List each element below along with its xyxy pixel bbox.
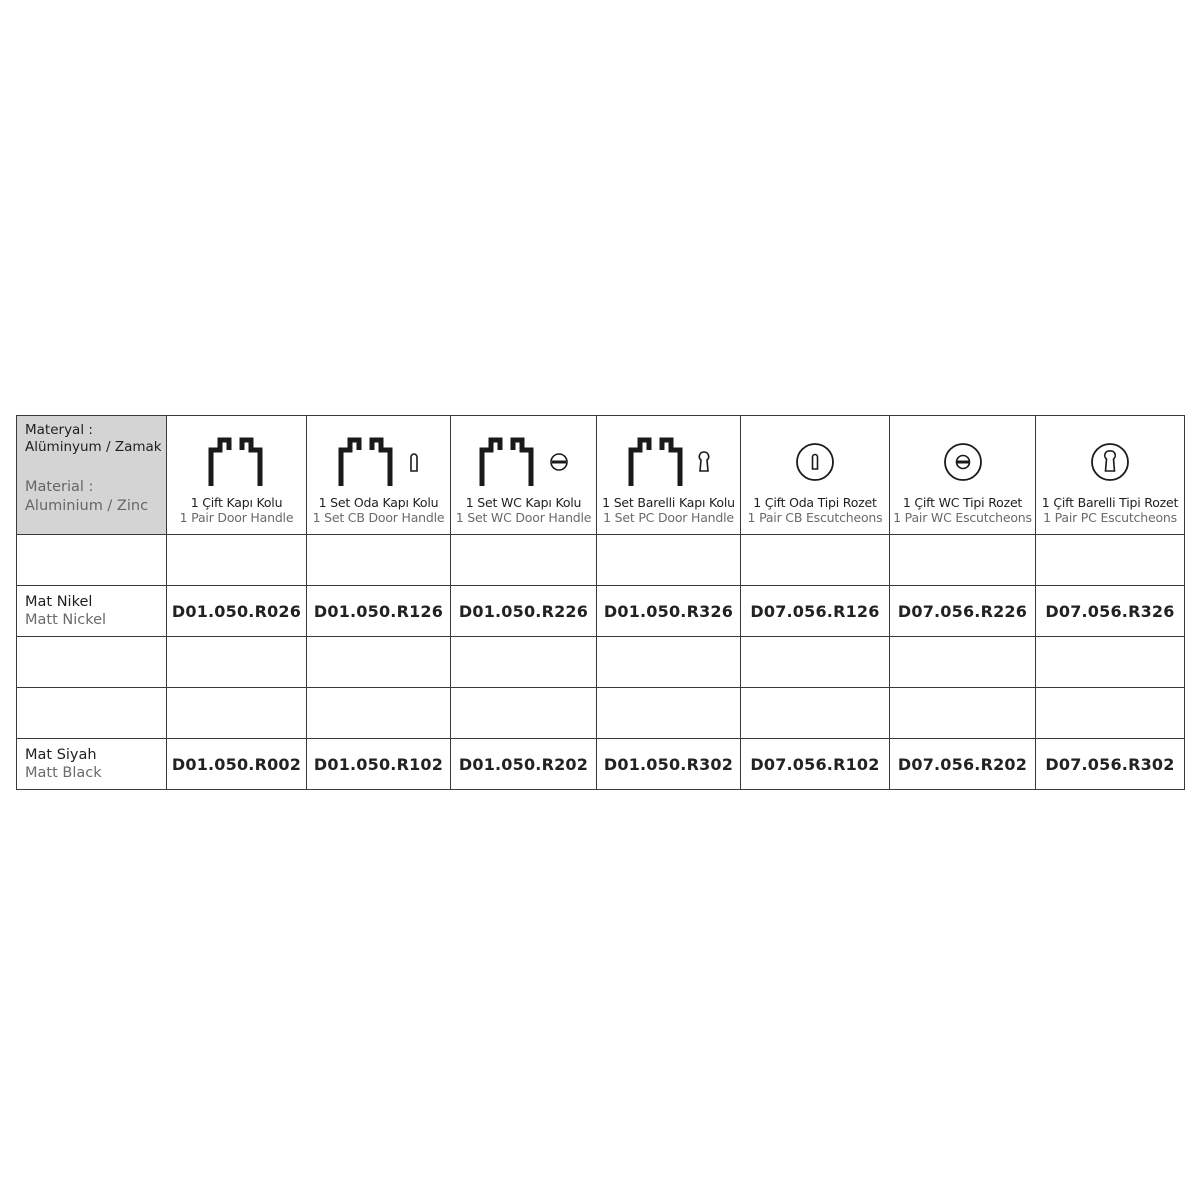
code-cell — [890, 637, 1036, 688]
cylinder-keyhole-icon — [697, 450, 711, 474]
product-code: D01.050.R126 — [307, 586, 451, 637]
product-code: D07.056.R326 — [1036, 586, 1185, 637]
code-cell — [307, 688, 451, 739]
product-title-en: 1 Set WC Door Handle — [455, 509, 592, 525]
product-code: D01.050.R202 — [451, 739, 597, 790]
product-title-en: 1 Set PC Door Handle — [603, 509, 734, 525]
product-header-1 — [307, 416, 451, 535]
table-row-empty-2 — [17, 637, 1185, 688]
door-handle-pc-icon — [627, 436, 687, 488]
product-code: D01.050.R326 — [597, 586, 741, 637]
product-title-tr: 1 Set Barelli Kapı Kolu — [602, 494, 735, 510]
material-tr-label: Materyal : — [25, 422, 93, 438]
product-code: D01.050.R026 — [167, 586, 307, 637]
escutcheon-pc-icon — [1090, 442, 1130, 482]
code-cell — [597, 637, 741, 688]
door-handle-wc-icon — [478, 436, 538, 488]
product-header-6 — [1036, 416, 1185, 535]
table-row-matt-nickel — [17, 586, 1185, 637]
material-header — [17, 416, 167, 535]
finish-en: Matt Nickel — [25, 611, 107, 628]
table-row-empty-3 — [17, 688, 1185, 739]
product-header-0 — [167, 416, 307, 535]
finish-cell — [17, 739, 167, 790]
escutcheon-cb-icon — [795, 442, 835, 482]
product-code: D07.056.R102 — [741, 739, 890, 790]
product-code: D01.050.R226 — [451, 586, 597, 637]
wc-turn-icon — [548, 451, 570, 473]
product-header-2 — [451, 416, 597, 535]
product-code: D07.056.R126 — [741, 586, 890, 637]
finish-tr: Mat Nikel — [25, 593, 93, 610]
code-cell — [451, 637, 597, 688]
product-code: D01.050.R102 — [307, 739, 451, 790]
finish-cell — [17, 637, 167, 688]
material-en-label: Material : — [25, 479, 94, 495]
product-code-table — [16, 415, 1185, 790]
product-title-en: 1 Pair WC Escutcheons — [893, 509, 1032, 525]
product-title-en: 1 Set CB Door Handle — [312, 509, 445, 525]
product-header-4 — [741, 416, 890, 535]
product-code: D01.050.R002 — [167, 739, 307, 790]
keyhole-cb-icon — [407, 451, 421, 473]
table-row-empty-1 — [17, 535, 1185, 586]
product-code: D07.056.R226 — [890, 586, 1036, 637]
product-title-en: 1 Pair PC Escutcheons — [1043, 509, 1177, 525]
product-title-tr: 1 Çift Barelli Tipi Rozet — [1041, 494, 1179, 510]
product-title-tr: 1 Set WC Kapı Kolu — [465, 494, 582, 510]
product-code: D07.056.R202 — [890, 739, 1036, 790]
product-code: D01.050.R302 — [597, 739, 741, 790]
code-cell — [451, 688, 597, 739]
product-title-tr: 1 Çift Oda Tipi Rozet — [753, 494, 877, 510]
product-header-5 — [890, 416, 1036, 535]
finish-en: Matt Black — [25, 764, 102, 781]
code-cell — [451, 535, 597, 586]
finish-cell — [17, 688, 167, 739]
door-handle-cb-icon — [337, 436, 397, 488]
code-cell — [1036, 535, 1185, 586]
product-title-tr: 1 Çift Kapı Kolu — [190, 494, 283, 510]
code-cell — [890, 535, 1036, 586]
material-tr-value: Alüminyum / Zamak — [25, 439, 162, 455]
finish-tr: Mat Siyah — [25, 746, 97, 763]
product-title-en: 1 Pair Door Handle — [179, 509, 294, 525]
product-title-tr: 1 Set Oda Kapı Kolu — [318, 494, 439, 510]
code-cell — [167, 535, 307, 586]
code-cell — [890, 688, 1036, 739]
code-cell — [1036, 637, 1185, 688]
code-cell — [307, 637, 451, 688]
escutcheon-wc-icon — [943, 442, 983, 482]
door-handle-pair-icon — [207, 436, 267, 488]
code-cell — [167, 688, 307, 739]
finish-cell — [17, 535, 167, 586]
material-en-value: Aluminium / Zinc — [25, 498, 149, 514]
finish-cell — [17, 586, 167, 637]
product-header-3 — [597, 416, 741, 535]
code-cell — [741, 688, 890, 739]
code-cell — [741, 535, 890, 586]
table-row-matt-black — [17, 739, 1185, 790]
table-header-row — [17, 416, 1185, 535]
product-title-en: 1 Pair CB Escutcheons — [747, 509, 883, 525]
product-title-tr: 1 Çift WC Tipi Rozet — [902, 494, 1023, 510]
code-cell — [167, 637, 307, 688]
code-cell — [307, 535, 451, 586]
code-cell — [597, 535, 741, 586]
code-cell — [741, 637, 890, 688]
code-cell — [597, 688, 741, 739]
product-code: D07.056.R302 — [1036, 739, 1185, 790]
code-cell — [1036, 688, 1185, 739]
